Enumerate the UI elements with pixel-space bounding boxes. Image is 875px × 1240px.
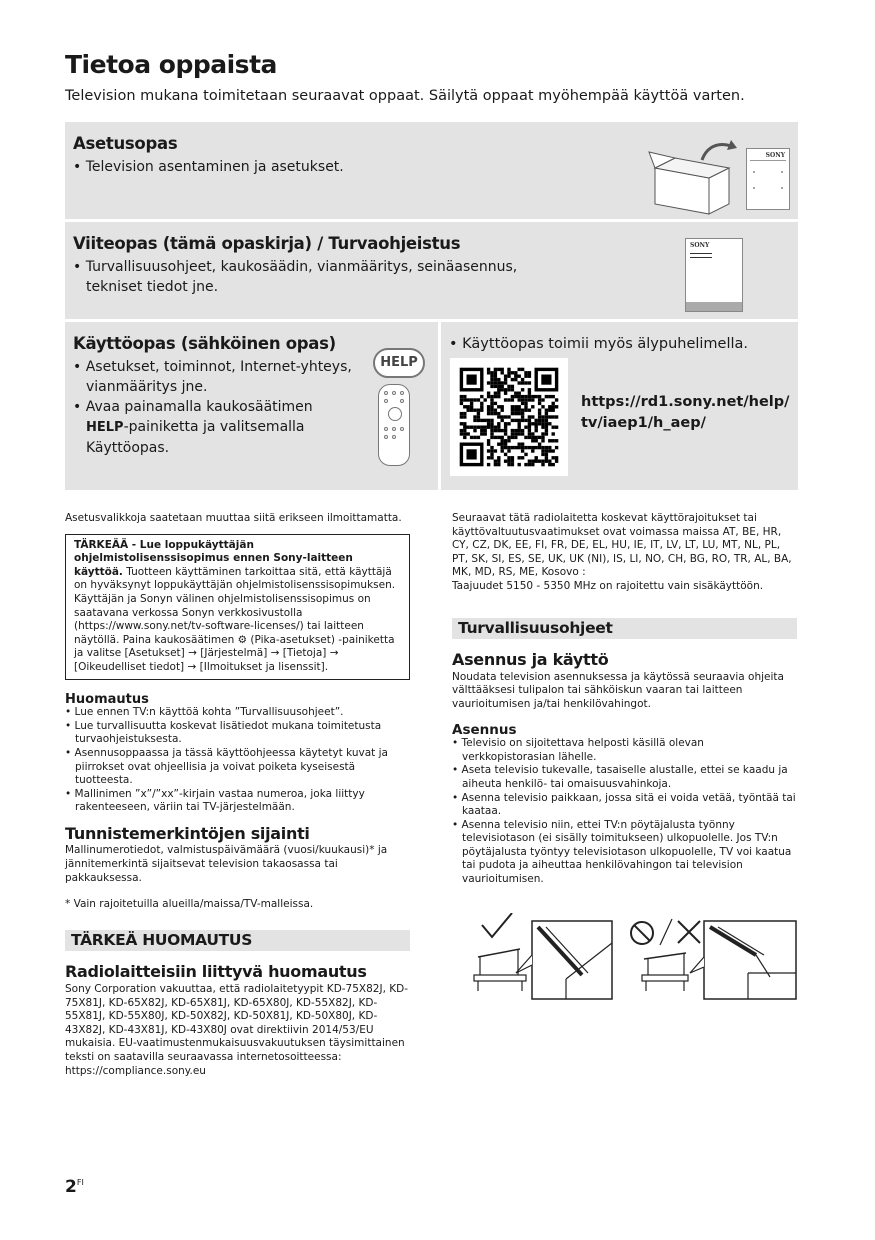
radio-notice-title: Radiolaitteisiin liittyvä huomautus bbox=[65, 962, 367, 982]
tv-box-icon bbox=[647, 136, 737, 218]
frequency-note: Taajuudet 5150 - 5350 MHz on rajoitettu vain sisäkäyttöön. bbox=[452, 579, 764, 592]
arrow-icon: → bbox=[187, 660, 197, 673]
page-subtitle: Television mukana toimitetaan seuraavat oppaat. Säilytä oppaat myöhempää käyttöä varten. bbox=[65, 88, 745, 104]
setup-booklet bbox=[746, 148, 790, 210]
label-footnote: * Vain rajoitetuilla alueilla/maissa/TV-malleissa. bbox=[65, 898, 314, 911]
arrow-icon: → bbox=[329, 647, 339, 660]
install-use-title: Asennus ja käyttö bbox=[452, 650, 609, 670]
smartphone-panel bbox=[441, 322, 798, 490]
remote-control-icon bbox=[378, 384, 410, 466]
list-item: • Lue turvallisuutta koskevat lisätiedot mukana toimitetusta turvaohjeistuksesta. bbox=[65, 720, 410, 747]
arrow-icon: → bbox=[270, 647, 280, 660]
license-important-box: TÄRKEÄÄ - Lue loppukäyttäjän ohjelmistolisenssisopimus ennen Sony-laitteen käyttöä. Tuotteen käyttäminen tarkoittaa sitä, että käyttäjä on hyväksynyt loppukäyttäjän ohjelmistolisenssisopimuksen. Käyttäjän ja Sonyn välinen ohjelmistolisenssisopimus on saatavana verkossa Sonyn verkkosivustolla (https://www.sony.net/tv-software-licenses/) tai laitteen näytöllä. Paina kaukosäätimen ⚙ (Pika-asetukset) -painiketta ja valitse [Asetukset] → [Järjestelmä] → [Tietoja] → [Oikeudelliset tiedot] → [Ilmoitukset ja lisenssit]. bbox=[65, 534, 410, 680]
help-guide-bullet-2: • Avaa painamalla kaukosäätimen HELP-painiketta ja valitsemalla Käyttöopas. bbox=[73, 397, 358, 458]
setup-guide-bullet: • Television asentaminen ja asetukset. bbox=[73, 157, 344, 177]
list-item: • Mallinimen ”x”/”xx”-kirjain vastaa numeroa, joka liittyy rakenteeseen, väriin tai TV-järjestelmään. bbox=[65, 788, 410, 815]
asennus-list bbox=[452, 737, 797, 887]
left-column bbox=[65, 512, 410, 1078]
help-guide-title: Käyttöopas (sähköinen opas) bbox=[73, 334, 336, 353]
list-item: • Lue ennen TV:n käyttöä kohta ”Turvallisuusohjeet”. bbox=[65, 706, 410, 720]
reference-guide-bullet: • Turvallisuusohjeet, kaukosäädin, vianmääritys, seinäasennus, tekniset tiedot jne. bbox=[73, 257, 543, 297]
label-location-text: Mallinumerotiedot, valmistuspäivämäärä (vuosi/kuukausi)* ja jännitemerkintä sijaitsevat television takaosassa tai pakkauksessa. bbox=[65, 844, 388, 884]
incorrect-stand-placement-illustration bbox=[628, 913, 798, 1005]
list-item: • Asenna televisio niin, ettei TV:n pöytäjalusta työnny televisiotason (ei sisälly toimitukseen) ulkopuolelle. Jos TV:n pöytäjalusta työntyy televisiotason ulkopuolelle, TV voi kaatua tai pudota ja aiheuttaa henkilövahingon tai television vaurioitumisen. bbox=[452, 819, 797, 887]
setup-guide-panel bbox=[65, 122, 798, 219]
qr-code[interactable] bbox=[450, 358, 568, 476]
asennus-title: Asennus bbox=[452, 721, 517, 738]
page-title: Tietoa oppaista bbox=[65, 50, 277, 79]
right-column bbox=[452, 512, 797, 887]
notes-title: Huomautus bbox=[65, 691, 149, 707]
booklet-brand: SONY bbox=[765, 152, 785, 159]
smartphone-bullet: • Käyttöopas toimii myös älypuhelimella. bbox=[449, 334, 748, 354]
help-guide-bullet-1: • Asetukset, toiminnot, Internet-yhteys, vianmääritys jne. bbox=[73, 357, 363, 397]
install-use-text: Noudata television asennuksessa ja käytössä seuraavia ohjeita välttääksesi tulipalon tai sähköiskun vaaran tai laitteen vaurioitumisen ja/tai henkilövahingot. bbox=[452, 670, 784, 710]
correct-stand-placement-illustration bbox=[470, 913, 615, 1005]
booklet-brand: SONY bbox=[690, 242, 710, 249]
radio-restriction-text: Seuraavat tätä radiolaitetta koskevat käyttörajoitukset tai käyttövaltuutusvaatimukset ovat voimassa maissa AT, BE, HR, CY, CZ, DK, EE, FI, FR, DE, EL, HU, IE, IT, LV, LT, LU, MT, NL, PL, PT, SK, SI, ES, SE, UK, UK (NI), IS, LI, NO, CH, BG, RO, TR, AL, BA, MK, MD, RS, ME, Kosovo : bbox=[452, 512, 792, 579]
list-item: • Asennusoppaassa ja tässä käyttöohjeessa käytetyt kuvat ja piirrokset ovat ohjeellisia ja voivat poiketa kyseisestä tuotteesta. bbox=[65, 747, 410, 788]
setup-guide-title: Asetusopas bbox=[73, 134, 178, 153]
list-item: • Asenna televisio paikkaan, jossa sitä ei voida vetää, työntää tai kaataa. bbox=[452, 792, 797, 819]
radio-notice-text: Sony Corporation vakuuttaa, että radiolaitetyypit KD-75X82J, KD-75X81J, KD-65X82J, KD-65X81J, KD-65X80J, KD-55X82J, KD-55X81J, KD-55X80J, KD-50X82J, KD-50X81J, KD-50X80J, KD-43X82J, KD-43X81J, KD-43X80J ovat direktiivin 2014/53/EU mukaisia. EU-vaatimustenmukaisuusvakuutuksen täysimittainen teksti on saatavilla seuraavassa internetosoitteessa: https://compliance.sony.eu bbox=[65, 983, 409, 1077]
help-button-callout: HELP bbox=[373, 348, 425, 378]
reference-guide-panel bbox=[65, 222, 798, 319]
reference-guide-title: Viiteopas (tämä opaskirja) / Turvaohjeistus bbox=[73, 234, 461, 253]
page-number: $2^{FI}$ bbox=[65, 1177, 84, 1197]
gear-icon: ⚙ bbox=[237, 633, 248, 646]
settings-note: Asetusvalikkoja saatetaan muuttaa siitä erikseen ilmoittamatta. bbox=[65, 512, 402, 524]
help-guide-url[interactable]: https://rd1.sony.net/help/ tv/iaep1/h_aep/ bbox=[581, 394, 790, 431]
important-notice-heading: TÄRKEÄ HUOMAUTUS bbox=[65, 930, 410, 952]
arrow-icon: → bbox=[188, 647, 197, 660]
label-location-title: Tunnistemerkintöjen sijainti bbox=[65, 823, 310, 843]
safety-heading: Turvallisuusohjeet bbox=[452, 618, 797, 640]
reference-booklet bbox=[685, 238, 743, 312]
notes-list bbox=[65, 706, 410, 815]
list-item: • Aseta televisio tukevalle, tasaiselle alustalle, ettei se kaadu ja aiheuta henkilö- tai omaisuusvahinkoja. bbox=[452, 764, 797, 791]
list-item: • Televisio on sijoitettava helposti käsillä olevan verkkopistorasian lähelle. bbox=[452, 737, 797, 764]
help-guide-panel bbox=[65, 322, 438, 490]
